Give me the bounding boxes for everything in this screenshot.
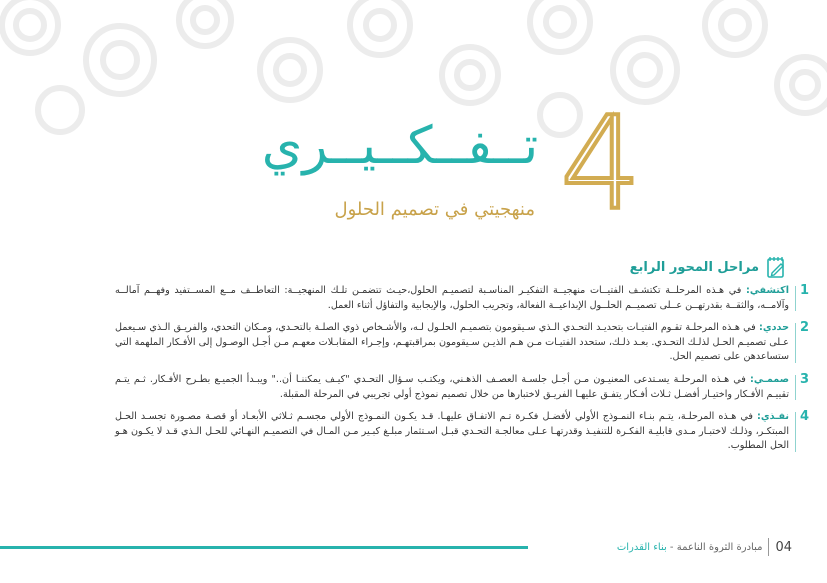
notepad-pen-icon (765, 255, 787, 279)
item-divider (795, 323, 796, 363)
item-body: في هـذه المرحلـة يسـتدعى المعنيـون مـن أجـل جلسـة العصـف الذهـني، ويكتـب سـؤال التحـدي "كيـف يمكننـا أن.." ويبـدأ الجميـع بطـرح الأفـكار. ثـم يتـم تقييـم الأفـكار واختيـار أفضـل ثـلاث أفـكار يتفـق عليهـا الفريـق لاختبارها من خلال تصميم نموذج أولي تجريبي في المرحلة المقبلة. (115, 373, 789, 400)
item-number: 2 (799, 320, 809, 336)
svg-text:4: 4 (560, 100, 642, 220)
footer-separator (768, 538, 769, 556)
item-number: 4 (799, 409, 809, 425)
stages-list (115, 283, 809, 462)
footer-rule (0, 546, 528, 549)
list-item (115, 371, 809, 402)
item-text (115, 321, 791, 365)
page-number: 04 (775, 539, 792, 555)
item-text (115, 410, 791, 454)
item-divider (795, 412, 796, 452)
item-lead: حددي: (758, 322, 789, 334)
item-divider (795, 286, 796, 311)
chapter-title: تــفــكــيــري (261, 116, 539, 176)
item-divider (795, 375, 796, 400)
section-header (630, 255, 787, 279)
item-number: 1 (799, 283, 809, 298)
item-number: 3 (799, 371, 809, 387)
page-footer (617, 538, 792, 556)
item-body: في هـذه المرحلـة، يتـم بنـاء النمـوذج الأولي لأفضـل فكـرة تـم الاتفـاق عليهـا. قـد يكـون النمـوذج الأولي مجسـم ثـلاثي الأبعـاد أو قصـة مصـورة تجسـد الحـل المبتكـر، وذلـك لاختبـار مـدى قابليـة الفكـرة للتنفيـذ وقدرتهـا عـلى معالجـة التحـدي قبـل اسـتثمار مبلـغ كبـير مـن المـال في التصميـم النهـائي للحـل الـذي قـد لا يكـون هـو الحل المطلوب. (115, 411, 789, 452)
list-item (115, 283, 809, 313)
item-lead: صممـي: (750, 373, 789, 385)
item-body: في هـذه المرحلـة تقـوم الفتيـات بتحديـد التحـدي الـذي سـيقومون بتصميـم الحلـول لـه، والأشـخاص ذوي الصلـة بالتحـدي، ومـكان التحدي، والفريـق الـذي سـيعمل عـلى تصميـم الحـل لذلـك التحـدي. بعـد ذلـك، ستحدد الفتيـات مـن هـم الذيـن سـيقومون بمراقبتهـم، وإجـراء المقابـلات معهـم مـن أجـل الوصـول إلى الأفـكار الملهمة التي ستساعدهن على تصميم الحل. (115, 322, 789, 363)
list-item (115, 320, 809, 365)
section-title: مراحل المحور الرابع (629, 259, 759, 275)
list-item (115, 409, 809, 454)
program-name: بناء القدرات (616, 541, 667, 553)
chapter-number (556, 100, 646, 220)
item-text (115, 284, 791, 313)
item-lead: اكتشفي: (746, 285, 789, 296)
footer-caption (617, 542, 763, 553)
item-text (115, 373, 791, 402)
chapter-subtitle: منهجيتي في تصميم الحلول (334, 199, 535, 220)
item-body: في هـذه المرحلــة تكتشـف الفتيــات منهجيــة التفكيـر المناسـبة لتصميـم الحلول،حيـث تتضمـن تلـك المنهجيــة: التعاطــف مــع المســتفيد وفهــم آمالــه وآلامــه، والثقــة بقدرتهــن عــلى تصميــم الحلــول الإبداعيــة الفعالة، وتجريب الحلول، والإيجابية والتفاؤل أثناء العمل. (115, 285, 789, 311)
initiative-name: مبادرة الثروة الناعمة - (666, 541, 763, 553)
item-lead: نفـذي: (757, 411, 789, 423)
